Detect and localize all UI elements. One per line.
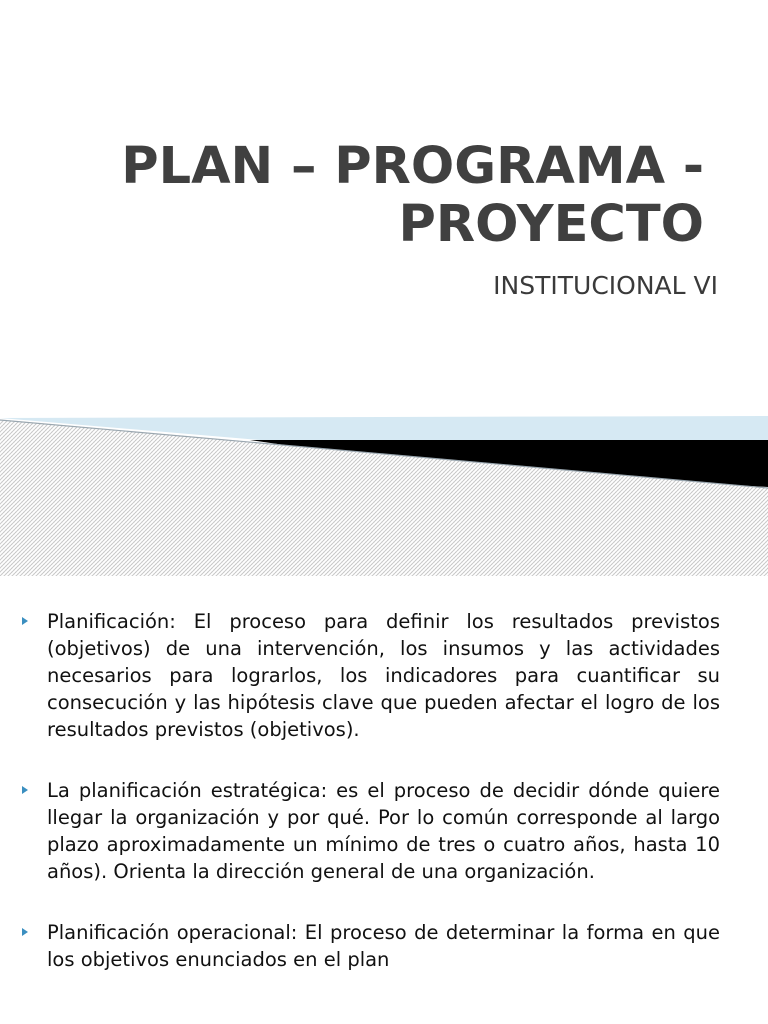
bullet-text: Planificación: El proceso para definir los resultados previstos (objetivos) de una intervención, los insumos y las actividades necesarios para lograrlos, los indicadores para cuantificar su consecución y las hipótesis clave que pueden afectar el logro de los resultados previstos (objetivos). [47, 610, 720, 741]
list-item [22, 777, 720, 885]
list-item [22, 919, 720, 973]
bullet-arrow-icon [22, 786, 28, 794]
title-line-1: PLAN – PROGRAMA - [121, 137, 704, 196]
slide-subtitle: INSTITUCIONAL VI [493, 271, 718, 300]
bullet-arrow-icon [22, 617, 28, 625]
bullet-list [22, 608, 720, 1007]
title-line-2: PROYECTO [398, 195, 704, 254]
slide-title [64, 138, 704, 254]
list-item [22, 608, 720, 743]
bullet-text: La planificación estratégica: es el proceso de decidir dónde quiere llegar la organización y por qué. Por lo común corresponde al largo plazo aproximadamente un mínimo de tres o cuatro años, hasta 10 años). Orienta la dirección general de una organización. [47, 779, 720, 883]
bullet-arrow-icon [22, 928, 28, 936]
bullet-text: Planificación operacional: El proceso de determinar la forma en que los objetivos enunciados en el plan [47, 921, 720, 971]
